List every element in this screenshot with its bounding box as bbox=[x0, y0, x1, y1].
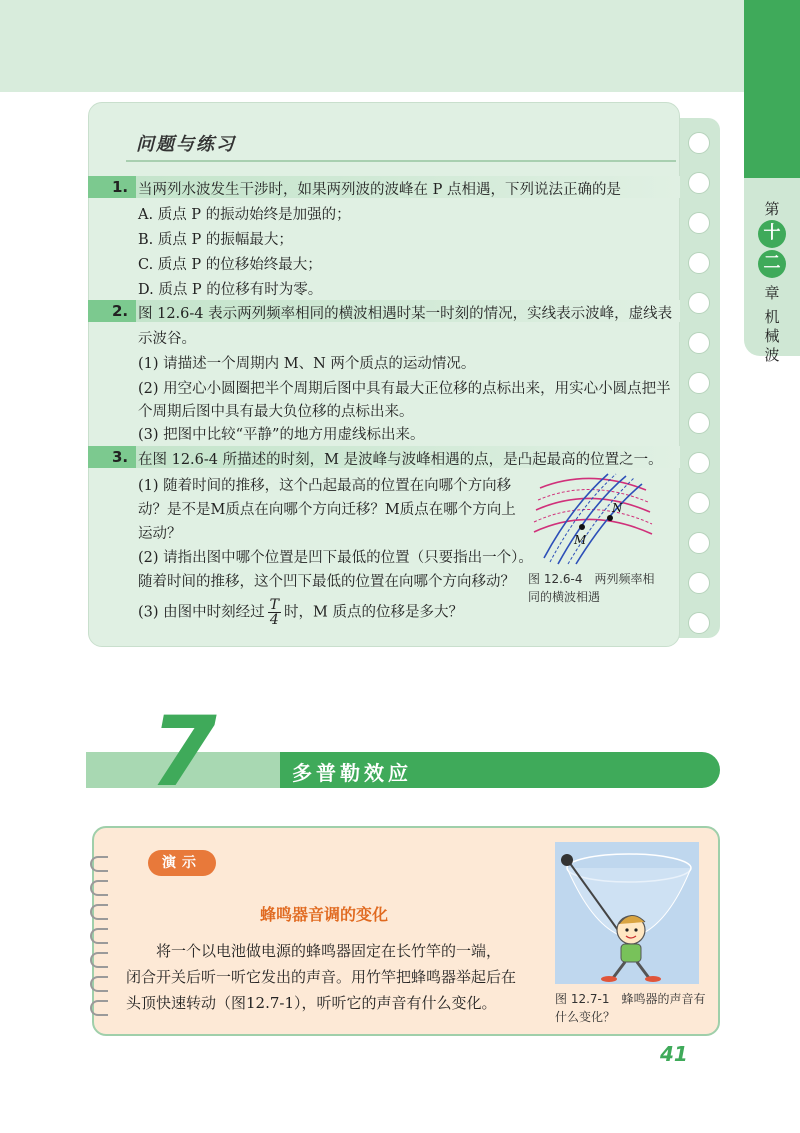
spiral-ring bbox=[90, 904, 108, 920]
point-n bbox=[607, 515, 613, 521]
binder-ring bbox=[688, 252, 710, 274]
question-3-sub-2-cont: 随着时间的推移，这个凹下最低的位置在向哪个方向移动？ bbox=[138, 574, 515, 590]
chapter-number-1: 十 bbox=[758, 220, 786, 248]
label-m: M bbox=[574, 533, 587, 547]
spiral-ring bbox=[90, 928, 108, 944]
spiral-ring bbox=[90, 880, 108, 896]
demo-tag: 演示 bbox=[148, 850, 216, 876]
demo-text-line-3: 头顶快速转动（图12.7-1），听听它的声音有什么变化。 bbox=[126, 994, 497, 1012]
spiral-ring bbox=[90, 1000, 108, 1016]
binder-ring bbox=[688, 172, 710, 194]
demo-text-line-1: 将一个以电池做电源的蜂鸣器固定在长竹竿的一端， bbox=[156, 942, 502, 960]
question-2-text-cont: 示波谷。 bbox=[138, 331, 196, 347]
fraction-denominator: 4 bbox=[269, 612, 279, 628]
binder-ring bbox=[688, 412, 710, 434]
binder-ring bbox=[688, 452, 710, 474]
question-3-text: 在图 12.6-4 所描述的时刻，M 是波峰与波峰相遇的点，是凸起最高的位置之一。 bbox=[138, 452, 663, 468]
binder-ring bbox=[688, 332, 710, 354]
chapter-suffix: 章 bbox=[764, 284, 780, 302]
question-3-sub-3 bbox=[138, 598, 463, 627]
wave-trough-line bbox=[550, 474, 616, 562]
page-number: 41 bbox=[660, 1042, 688, 1066]
question-1-option-d: D. 质点 P 的位移有时为零。 bbox=[138, 282, 323, 298]
binder-ring bbox=[688, 572, 710, 594]
figure-12-7-1-caption: 图 12.7-1 蜂鸣器的声音有什么变化？ bbox=[555, 992, 706, 1024]
question-1-text: 当两列水波发生干涉时，如果两列波的波峰在 P 点相遇，下列说法正确的是 bbox=[138, 182, 621, 198]
question-1-option-c: C. 质点 P 的位移始终最大； bbox=[138, 257, 322, 273]
point-m bbox=[579, 524, 585, 530]
question-1-option-b: B. 质点 P 的振幅最大； bbox=[138, 232, 293, 248]
chapter-prefix: 第 bbox=[764, 200, 780, 218]
binder-ring bbox=[688, 212, 710, 234]
spiral-ring bbox=[90, 952, 108, 968]
chapter-tab[interactable] bbox=[744, 178, 800, 364]
question-3-sub-3-post: 时，M 质点的位移是多大？ bbox=[284, 604, 463, 621]
spiral-ring bbox=[90, 856, 108, 872]
binder-ring bbox=[688, 372, 710, 394]
binder-ring bbox=[688, 292, 710, 314]
question-2-text: 图 12.6-4 表示两列频率相同的横波相遇时某一时刻的情况，实线表示波峰，虚线表 bbox=[138, 306, 673, 322]
binder-ring bbox=[688, 532, 710, 554]
label-n: N bbox=[612, 501, 623, 515]
question-2-sub-1: (1) 请描述一个周期内 M、N 两个质点的运动情况。 bbox=[138, 356, 476, 372]
child-body bbox=[621, 944, 641, 962]
spiral-ring bbox=[90, 976, 108, 992]
binder-ring bbox=[688, 132, 710, 154]
demo-title: 蜂鸣器音调的变化 bbox=[260, 905, 389, 924]
question-3-sub-1-cont2: 运动？ bbox=[138, 526, 182, 542]
section-number: 7 bbox=[150, 696, 217, 808]
wave-trough-line bbox=[538, 489, 648, 502]
chapter-number-2: 二 bbox=[758, 250, 786, 278]
wave-trough-line bbox=[568, 478, 634, 564]
question-3-number: 3. bbox=[112, 448, 129, 466]
child-shoe bbox=[601, 976, 617, 982]
question-1-number: 1. bbox=[112, 178, 129, 196]
fraction-t-over-4 bbox=[268, 598, 281, 627]
wave-crest-line bbox=[534, 519, 652, 534]
fraction-numerator: T bbox=[269, 597, 279, 613]
title-underline bbox=[126, 160, 676, 162]
binder-ring bbox=[688, 492, 710, 514]
wave-interference-figure bbox=[530, 466, 656, 566]
child-eye bbox=[634, 928, 637, 931]
chapter-tab-top bbox=[744, 0, 800, 178]
binder-ring bbox=[688, 612, 710, 634]
question-3-sub-1-cont: 动？是不是M质点在向哪个方向迁移？M质点在哪个方向上 bbox=[138, 502, 516, 518]
exercises-title: 问题与练习 bbox=[136, 134, 236, 155]
figure-12-6-4-caption: 图 12.6-4 两列频率相同的横波相遇 bbox=[528, 572, 655, 604]
header-band bbox=[0, 0, 744, 92]
question-3-sub-3-pre: (3) 由图中时刻经过 bbox=[138, 604, 265, 621]
question-3-sub-2: (2) 请指出图中哪个位置是凹下最低的位置（只要指出一个）。 bbox=[138, 550, 533, 566]
buzzer bbox=[561, 854, 573, 866]
child-shoe bbox=[645, 976, 661, 982]
question-1-option-a: A. 质点 P 的振动始终是加强的； bbox=[138, 207, 351, 223]
child-eye bbox=[625, 928, 628, 931]
demo-text-line-2: 闭合开关后听一听它发出的声音。用竹竿把蜂鸣器举起后在 bbox=[126, 968, 517, 986]
question-3-sub-1: (1) 随着时间的推移，这个凸起最高的位置在向哪个方向移 bbox=[138, 478, 512, 494]
question-2-sub-3: (3) 把图中比较“平静”的地方用虚线标出来。 bbox=[138, 427, 425, 443]
question-2-sub-2: (2) 用空心小圆圈把半个周期后图中具有最大正位移的点标出来，用实心小圆点把半 bbox=[138, 381, 671, 397]
question-2-sub-2-cont: 个周期后图中具有最大负位移的点标出来。 bbox=[138, 404, 414, 420]
buzzer-illustration bbox=[555, 842, 699, 984]
chapter-title: 机械波 bbox=[764, 308, 780, 364]
question-2-number: 2. bbox=[112, 302, 129, 320]
section-title: 多普勒效应 bbox=[292, 761, 412, 785]
